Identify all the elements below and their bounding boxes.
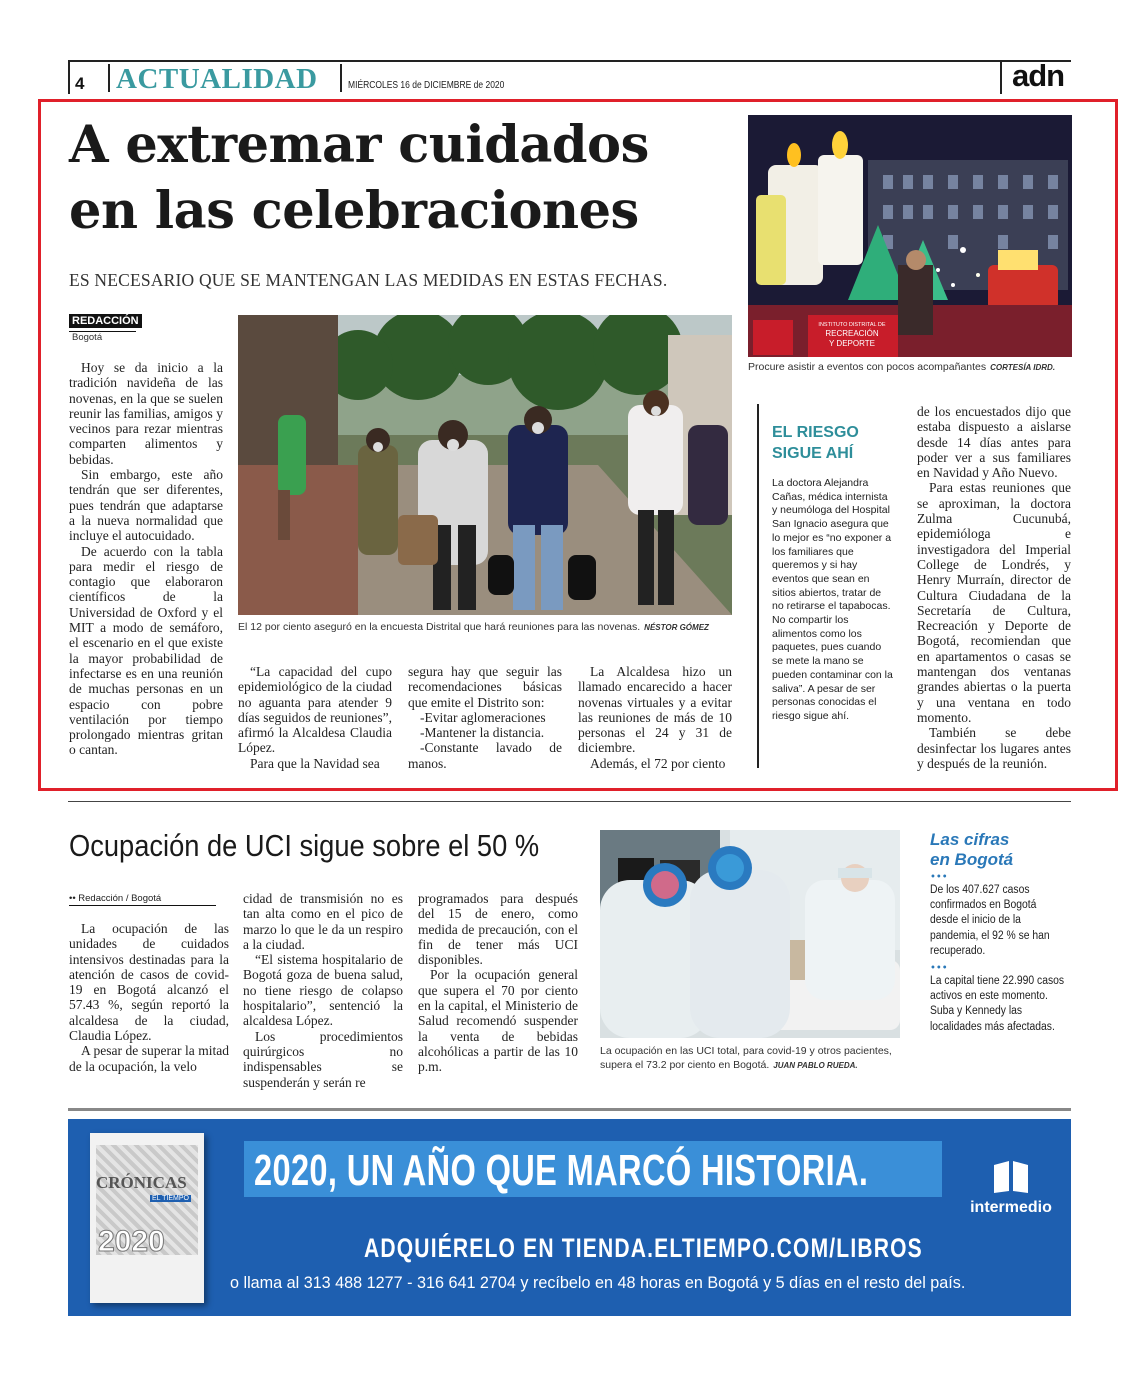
main-col2-paragraph: “La capacidad del cupo epidemiológico de la ciudad no aguanta para atender 9 días seguidos de reuniones”, afirmó la Alcaldesa Claudia López. xyxy=(238,664,392,756)
photo-festive-display xyxy=(748,115,1072,357)
cifras-dots: ••• xyxy=(930,963,948,975)
ad-separator xyxy=(68,1108,1071,1111)
photo-festive-caption xyxy=(748,361,1078,373)
photo-crowd-caption-text: El 12 por ciento aseguró en la encuesta Distrital que hará reuniones para las novenas. xyxy=(238,621,641,633)
main-byline xyxy=(69,311,142,343)
main-col2-paragraph: Para que la Navidad sea xyxy=(250,755,380,771)
intermedio-logo xyxy=(956,1157,1066,1217)
photo-sign xyxy=(810,322,894,349)
main-col6-paragraph: de los encuestados dijo que estaba dispuesto a aislarse desde 14 días antes para poder ver a sus familiares en Navidad y Año Nuevo. xyxy=(917,404,1071,481)
main-col3-item: -Evitar aglomeraciones xyxy=(420,709,546,725)
ad-headline: 2020, UN AÑO QUE MARCÓ HISTORIA. xyxy=(254,1146,869,1195)
main-col4-paragraph: Además, el 72 por ciento xyxy=(590,755,726,771)
sidebar-text: La doctora Alejandra Cañas, médica internista y neumóloga del Hospital San Ignacio asegura que lo mejor es “no exponer a los familiares que queremos y si hay eventos que sean en sitios abiertos, tratar de no retirarse el tapabocas. No compartir los alimentos como los paquetes, pues cuando se mete la mano se pueden contaminar con la saliva”. A pesar de ser personas conocidas el riesgo sigue ahí. xyxy=(772,477,893,722)
main-col3-item: -Constante lavado de manos. xyxy=(408,740,562,771)
main-headline xyxy=(69,112,739,244)
page-number: 4 xyxy=(75,74,85,93)
intermedio-brand: intermedio xyxy=(970,1199,1052,1216)
main-column-2 xyxy=(238,664,392,771)
uci-column-1 xyxy=(69,921,229,1074)
header-left-tick xyxy=(68,60,70,94)
header-right-tick xyxy=(1000,60,1002,94)
photo-icu-caption-text: La ocupación en las UCI total, para covid-19 y otros pacientes, supera el 73.2 por ciento en Bogotá. xyxy=(600,1045,892,1071)
section-divider-2 xyxy=(340,64,342,92)
book-subtitle: EL TIEMPO xyxy=(152,1195,189,1202)
ad-phone-line: o llama al 313 488 1277 - 316 641 2704 y recíbelo en 48 horas en Bogotá y 5 días en el resto del país. xyxy=(230,1274,966,1292)
cifras-item: De los 407.627 casos confirmados en Bogotá desde el inicio de la pandemia, el 92 % se han recuperado. xyxy=(930,884,1050,957)
photo-festive-caption-text: Procure asistir a eventos con pocos acompañantes xyxy=(748,361,987,373)
uci-col2-paragraph: cidad de transmisión no es tan alta como en el pico de marzo lo que le da un respiro a la ciudad. xyxy=(243,891,403,952)
cifras-title xyxy=(930,830,1072,870)
main-col6-paragraph: También se debe desinfectar los lugares antes y después de la reunión. xyxy=(917,725,1071,771)
uci-col2-paragraph: “El sistema hospitalario de Bogotá goza de buena salud, no tiene riesgo de colapso hospitalario”, sentenció la alcaldesa López. xyxy=(243,952,403,1029)
main-column-4 xyxy=(578,664,732,771)
sidebar-title xyxy=(772,422,859,464)
photo-street-crowd xyxy=(238,315,732,615)
sidebar-risk xyxy=(757,404,905,768)
section-title: ACTUALIDAD xyxy=(116,63,318,95)
crowd-illustration xyxy=(238,315,732,615)
festive-illustration xyxy=(748,115,1072,357)
section-divider xyxy=(108,64,110,92)
sidebar-title-line2: SIGUE AHÍ xyxy=(772,445,854,462)
advertisement[interactable] xyxy=(68,1119,1071,1316)
issue-date: MIÉRCOLES 16 de DICIEMBRE de 2020 xyxy=(348,80,505,91)
book-year: 2020 xyxy=(98,1225,165,1258)
sidebar-title-line1: EL RIESGO xyxy=(772,424,859,441)
uci-col2-paragraph: Los procedimientos quirúrgicos no indispensables se suspenderán y serán re xyxy=(243,1028,403,1090)
main-column-6 xyxy=(917,404,1071,771)
uci-column-3 xyxy=(418,891,578,1075)
uci-byline: •• Redacción / Bogotá xyxy=(69,893,216,906)
icu-illustration xyxy=(600,830,900,1038)
photo-crowd-credit: NÉSTOR GÓMEZ xyxy=(644,623,709,632)
ad-cta[interactable]: ADQUIÉRELO EN TIENDA.ELTIEMPO.COM/LIBROS xyxy=(364,1233,923,1263)
cifras-title-line2: en Bogotá xyxy=(930,850,1014,869)
cifras-dots: ••• xyxy=(930,872,948,883)
photo-crowd-caption xyxy=(238,621,738,633)
adn-logo: adn xyxy=(1012,58,1065,93)
uci-col3-paragraph: programados para después del 15 de enero, como medida de precaución, con el fin de tener más UCI disponibles. xyxy=(418,891,578,968)
main-col1-paragraph: Sin embargo, este año tendrán que ser diferentes, pues tendrán que adaptarse a la nueva normalidad que incluye el autocuidado. xyxy=(69,467,223,544)
uci-column-2 xyxy=(243,891,403,1090)
main-col6-paragraph: Para estas reuniones que se aproximan, la doctora Zulma Cucunubá, epidemióloga e investigadora del Imperial College de Londrés, y Henry Murraín, director de Cultura Ciudadana de la Secretaría de Cultura, Recreación y Deporte de Bogotá, recomiendan que en apartamentos o casas se mantengan dos ventanas grandes abiertas o la puerta y una ventana en todo momento. xyxy=(917,480,1071,725)
book-title: CRÓNICAS xyxy=(96,1173,187,1192)
header-top-rule xyxy=(68,60,1071,62)
uci-col1-paragraph: A pesar de superar la mitad de la ocupación, la velo xyxy=(69,1043,229,1074)
uci-col1-paragraph: La ocupación de las unidades de cuidados intensivos destinadas para la atención de casos de covid-19 en Bogotá alcanzó el 57.43 %, según reportó la alcaldesa de la ciudad, Claudia López. xyxy=(69,921,229,1044)
photo-icu-caption xyxy=(600,1044,905,1073)
uci-headline: Ocupación de UCI sigue sobre el 50 % xyxy=(69,828,540,863)
cifras-title-line1: Las cifras xyxy=(930,830,1010,849)
photo-festive-credit: CORTESÍA IDRD. xyxy=(990,363,1056,372)
main-subhead: ES NECESARIO QUE SE MANTENGAN LAS MEDIDAS EN ESTAS FECHAS. xyxy=(69,270,668,290)
main-column-3 xyxy=(408,664,562,771)
uci-col3-paragraph: Por la ocupación general que supera el 70 por ciento en la capital, el Ministerio de Salud recomendó suspender la venta de bebidas alcohólicas a partir de las 10 p.m. xyxy=(418,967,578,1075)
photo-sign-line1: INSTITUTO DISTRITAL DE xyxy=(818,322,886,328)
main-byline-location: Bogotá xyxy=(69,331,136,343)
photo-sign-line3: Y DEPORTE xyxy=(829,339,875,348)
header xyxy=(68,60,1071,94)
cifras-item: La capital tiene 22.990 casos activos en este momento. Suba y Kennedy las localidades más afectadas. xyxy=(930,975,1065,1033)
photo-icu xyxy=(600,830,900,1038)
cifras-box xyxy=(930,830,1072,1035)
main-col4-paragraph: La Alcaldesa hizo un llamado encarecido a hacer novenas virtuales y a evitar las reuniones de más de 10 personas el 24 y 31 de diciembre. xyxy=(578,664,732,756)
main-headline-line1: A extremar cuidados xyxy=(69,115,649,175)
section-separator xyxy=(68,801,1071,802)
main-byline-name: REDACCIÓN xyxy=(69,314,142,328)
main-col3-intro: segura hay que seguir las recomendaciones básicas que emite el Distrito son: xyxy=(408,664,562,710)
main-col1-paragraph: De acuerdo con la tabla para medir el riesgo de contagio que elaboraron científicos de la Universidad de Oxford y el MIT a modo de semáforo, el escenario en el que existe la mayor probabilidad de infectarse es en una reunión de muchas personas en un espacio con pobre ventilación por tiempo prolongado mientras gritan o cantan. xyxy=(69,543,223,758)
photo-icu-credit: JUAN PABLO RUEDA. xyxy=(773,1061,858,1070)
intermedio-icon xyxy=(991,1157,1031,1197)
main-headline-line2: en las celebraciones xyxy=(69,181,639,241)
main-column-1 xyxy=(69,360,223,758)
photo-sign-line2: RECREACIÓN xyxy=(825,329,879,338)
main-col1-paragraph: Hoy se da inicio a la tradición navideña de las novenas, en la que se suelen reunir las familias, amigos y vecinos para rezar mientras comparten alimentos y bebidas. xyxy=(69,360,223,467)
book-cover xyxy=(90,1133,204,1303)
main-col3-item: -Mantener la distancia. xyxy=(420,725,545,741)
